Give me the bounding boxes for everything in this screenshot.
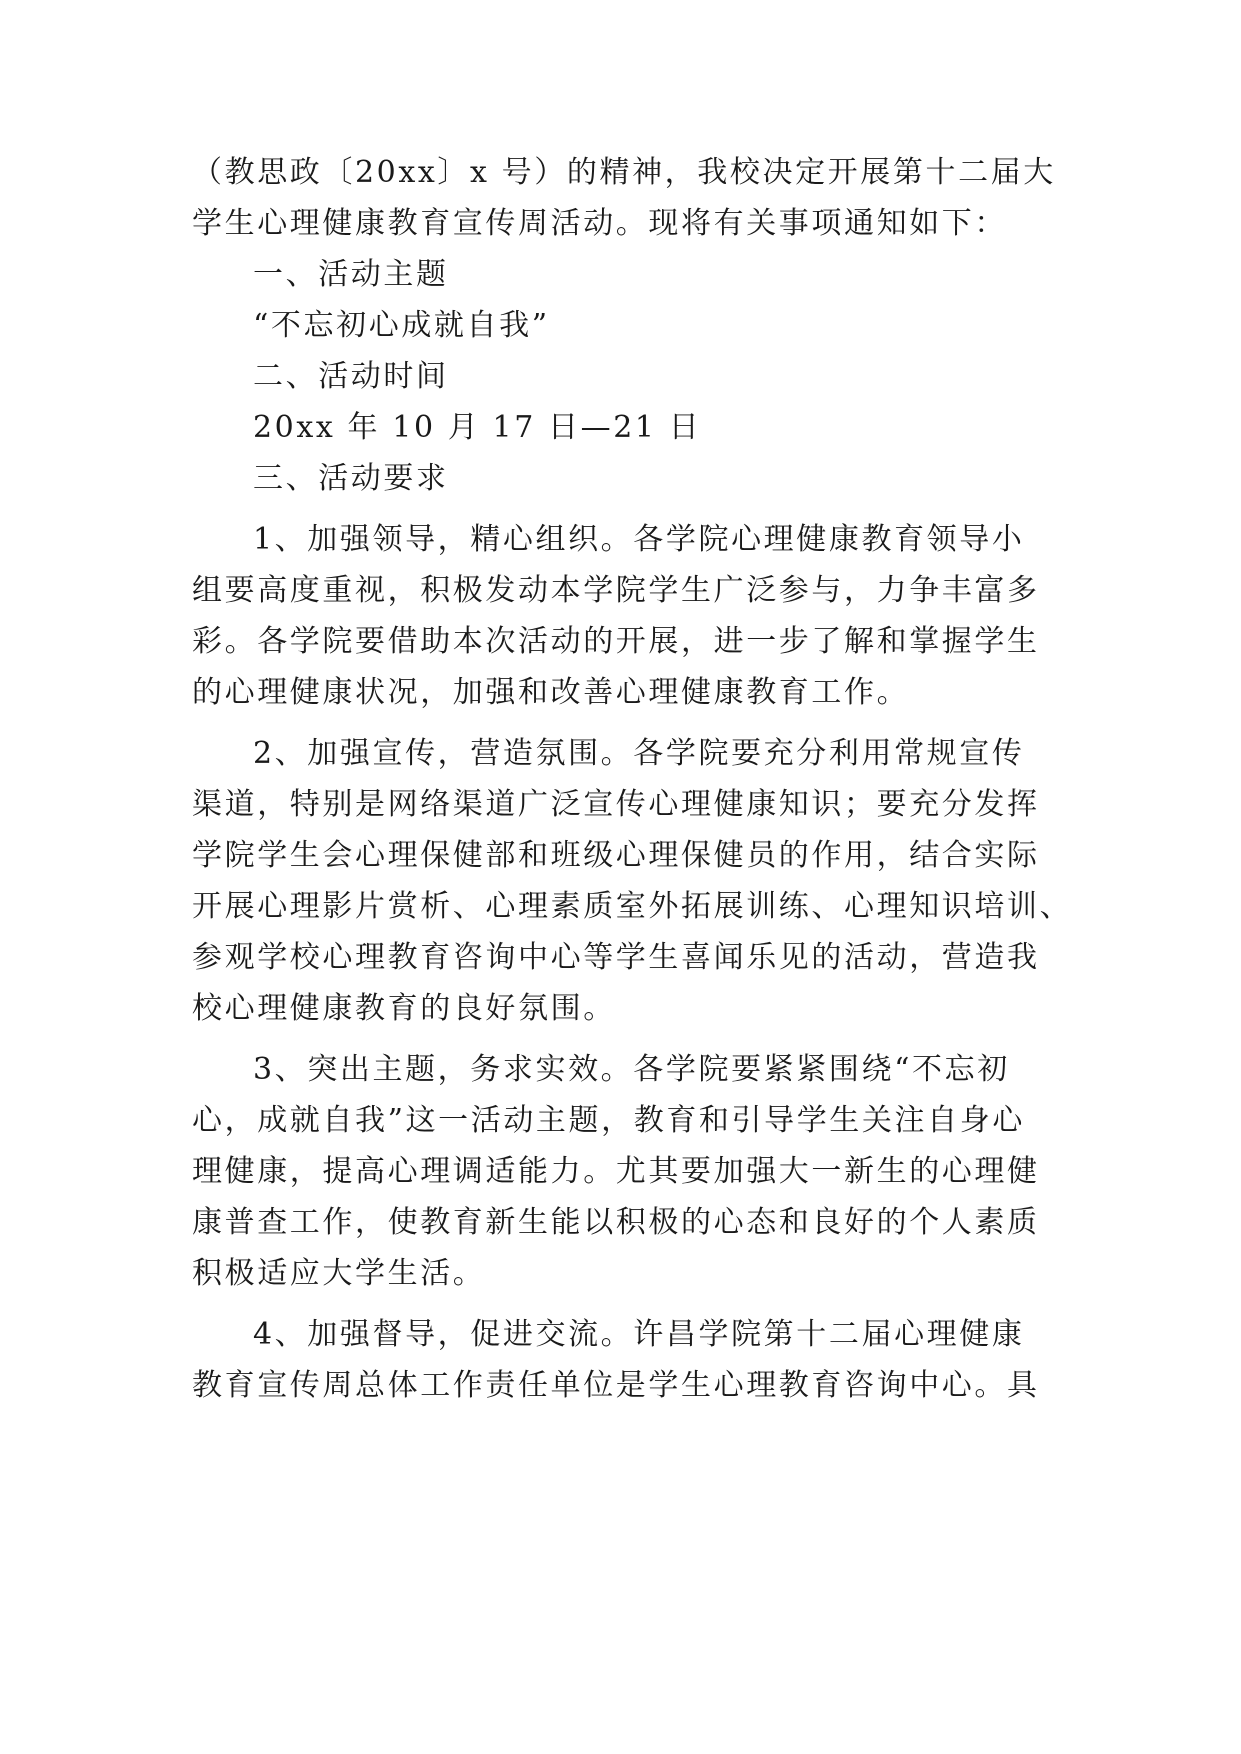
paragraph-line: 心，成就自我”这一活动主题，教育和引导学生关注自身心 <box>192 1103 1025 1138</box>
paragraph-line: 学院学生会心理保健部和班级心理保健员的作用，结合实际 <box>192 838 1040 873</box>
section-heading: 一、活动主题 <box>253 257 449 292</box>
paragraph-line: 理健康，提高心理调适能力。尤其要加强大一新生的心理健 <box>192 1154 1040 1189</box>
paragraph-line: 彩。各学院要借助本次活动的开展，进一步了解和掌握学生 <box>192 624 1040 659</box>
paragraph-line: 的心理健康状况，加强和改善心理健康教育工作。 <box>192 675 910 710</box>
text-line: （教思政〔20xx〕x 号）的精神，我校决定开展第十二届大 <box>192 155 1056 190</box>
text-line: 学生心理健康教育宣传周活动。现将有关事项通知如下： <box>192 206 1007 241</box>
date-text: 20xx 年 10 月 17 日—21 日 <box>253 410 702 445</box>
theme-text: “不忘初心成就自我” <box>253 308 550 343</box>
paragraph-line: 康普查工作，使教育新生能以积极的心态和良好的个人素质 <box>192 1205 1040 1240</box>
section-heading: 二、活动时间 <box>253 359 449 394</box>
paragraph-line: 参观学校心理教育咨询中心等学生喜闻乐见的活动，营造我 <box>192 940 1040 975</box>
paragraph-line: 组要高度重视，积极发动本学院学生广泛参与，力争丰富多 <box>192 573 1040 608</box>
paragraph-line: 积极适应大学生活。 <box>192 1256 486 1291</box>
paragraph-line: 开展心理影片赏析、心理素质室外拓展训练、心理知识培训、 <box>192 889 1073 924</box>
section-heading: 三、活动要求 <box>253 461 449 496</box>
paragraph-line: 校心理健康教育的良好氛围。 <box>192 991 616 1026</box>
paragraph-line: 3、突出主题，务求实效。各学院要紧紧围绕“不忘初 <box>253 1052 1010 1087</box>
paragraph-line: 渠道，特别是网络渠道广泛宣传心理健康知识；要充分发挥 <box>192 787 1040 822</box>
paragraph-line: 4、加强督导，促进交流。许昌学院第十二届心理健康 <box>253 1317 1025 1352</box>
paragraph-line: 教育宣传周总体工作责任单位是学生心理教育咨询中心。具 <box>192 1368 1040 1403</box>
paragraph-line: 2、加强宣传，营造氛围。各学院要充分利用常规宣传 <box>253 736 1025 771</box>
paragraph-line: 1、加强领导，精心组织。各学院心理健康教育领导小 <box>253 522 1025 557</box>
